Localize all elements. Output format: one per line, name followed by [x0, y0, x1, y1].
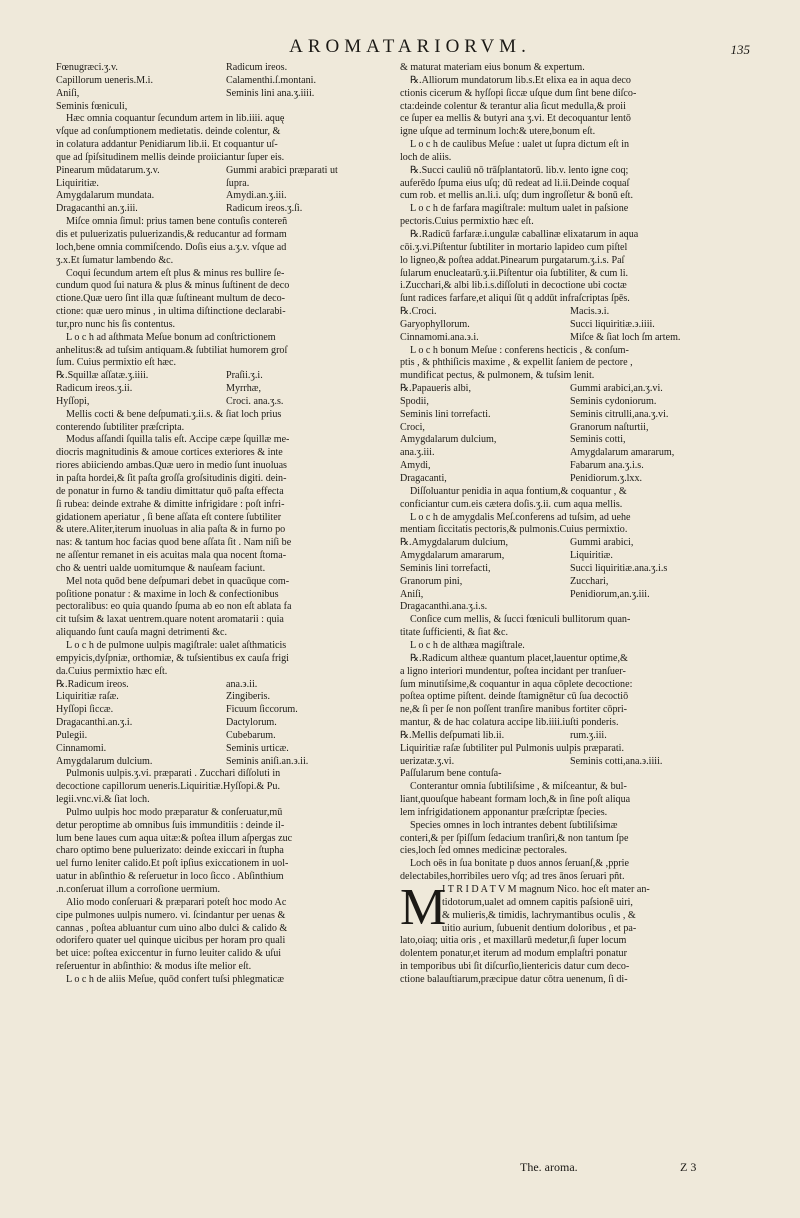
text-line: Modus aſſandi ſquilla talis eſt. Accipe cæpe ſquillæ me- [66, 434, 290, 446]
text-line: bet uice: poſtea exiccentur in furno leuiter calido & uſui [56, 948, 282, 960]
text-line: cit tuſsim & laxat uentrem.quare notent aromatarii : quia [56, 614, 284, 626]
ingredient-left: Seminis lini torrefacti. [400, 408, 491, 420]
text-line: uel furno leniter calido.Et poſt ipſius exiccationem in uol- [56, 858, 289, 870]
text-line: conficiantur cum.eis cætera doſis.ʒ.ii. cum aqua mellis. [400, 498, 623, 510]
recipe-ingredient-row [400, 306, 742, 319]
text-line: ℞.Radicū farfaræ.i.ungulæ caballinæ elixatarum in aqua [410, 228, 639, 240]
ingredient-left: Spodii, [400, 395, 429, 407]
ingredient-left: ℞.Squillæ aſſatæ.ʒ.iiii. [56, 370, 149, 382]
ingredient-right: Zingiberis. [226, 691, 271, 703]
line-text: uitio aurium, ſubuenit dentium doloribus , et pa- [442, 922, 637, 934]
text-line: Paſſularum bene contuſa- [400, 768, 502, 780]
text-line: igne uſque ad terminum loch:& utere,bonum eſt. [400, 126, 596, 138]
ingredient-right: Seminis cotti, [570, 434, 626, 446]
recipe-ingredient-row [400, 756, 742, 769]
text-line: Conſice cum mellis, & ſucci fœniculi bullitorum quan- [410, 614, 631, 626]
recipe-ingredient-row [400, 563, 742, 576]
text-line: decoctione capillorum ueneris.Liquiritiæ.Hyſſopi.& Pu. [56, 781, 280, 793]
text-line: L o c h de althæa magiſtrale. [410, 639, 525, 651]
ingredient-right: Seminis cotti,ana.϶.iiii. [570, 755, 663, 767]
text-line: Seminis fœniculi, [56, 100, 128, 112]
text-line: L o c h de aliis Meſue, quōd confert tuſsi phlegmaticæ [66, 973, 284, 985]
recipe-ingredient-row [400, 434, 742, 447]
recipe-ingredient-row [56, 165, 398, 178]
ingredient-left: ℞.Amygdalarum dulcium, [400, 537, 509, 549]
ingredient-right: Miſce & ſiat loch ſm artem. [570, 331, 681, 343]
ingredient-right: ſupra. [226, 177, 250, 189]
ingredient-right: Praſii.ʒ.i. [226, 370, 263, 382]
ingredient-left: Dragacanthi an.ʒ.iii. [56, 203, 138, 215]
ingredient-left: Amygdalarum mundata. [56, 190, 155, 202]
recipe-ingredient-row [56, 396, 398, 409]
recipe-ingredient-row [56, 679, 398, 692]
ingredient-left: ℞.Mellis deſpumati lib.ii. [400, 729, 505, 741]
text-line: poſtea optime piſtent. deinde ſtamignētur cū ſua decoctiō [400, 691, 629, 703]
text-line: & maturat materiam eius bonum & expertum. [400, 62, 585, 73]
ingredient-right: Gummi arabici, [570, 537, 634, 549]
text-line: Coqui ſecundum artem eſt plus & minus res bullire ſe- [66, 267, 285, 279]
ingredient-left: Garyophyllorum. [400, 318, 470, 330]
text-line: Pulmonis uulpis.ʒ.vi. præparati . Zucchari diſſoluti in [66, 768, 281, 780]
text-line: dolentem ponatur,et iterum ad modum emplaſtri ponatur [400, 948, 627, 960]
ingredient-right: Radicum ireos. [226, 62, 288, 73]
text-line: liant,quouſque habeant formam loch,& in ſine poſt aliqua [400, 794, 631, 806]
recipe-ingredient-row [400, 589, 742, 602]
recipe-ingredient-row [400, 460, 742, 473]
ingredient-right: Radicum ireos.ʒ.ſi. [226, 203, 303, 215]
text-line: uatur in abſinthio & reſeruetur in loco ſicco . Abſinthium [56, 871, 284, 883]
ingredient-left: Pulegii. [56, 729, 88, 741]
ingredient-right: Seminis urticæ. [226, 742, 289, 754]
text-line: ctionis cicerum & hyſſopi ſiccæ uſque dum ſint bene diſco- [400, 87, 637, 99]
text-line [400, 897, 742, 910]
text-line: Liquiritiæ raſæ ſubtiliter pul Pulmonis uulpis præparati. [400, 742, 625, 754]
text-line: mentiam ſiccitatis pectoris,& pulmonis.Cuius permixtio. [400, 524, 628, 536]
ingredient-left: Seminis lini torrefacti, [400, 562, 491, 574]
ingredient-right: Granorum naſturtii, [570, 421, 649, 433]
recipe-ingredient-row [400, 319, 742, 332]
text-line: charo optimo bene puluerizato: deinde exiccari in ſtupha [56, 845, 284, 857]
recipe-ingredient-row [400, 473, 742, 486]
recipe-ingredient-row [400, 422, 742, 435]
ingredient-right: Seminis cydoniorum. [570, 395, 657, 407]
text-line: odorifero quater uel quinque uicibus per horam pro quali [56, 935, 286, 947]
ingredient-right: Penidiorum.ʒ.lxx. [570, 473, 643, 484]
text-line: cannas , poſtea abluantur cum uino albo dulci & calido & [56, 922, 288, 934]
ingredient-right: ana.϶.ii. [226, 678, 258, 690]
ingredient-left: Granorum pini, [400, 575, 463, 587]
ingredient-left: Aniſi, [56, 87, 80, 99]
ingredient-right: Amygdalarum amararum, [570, 447, 675, 459]
text-line: conterendo ſubtiliter præſcripta. [56, 421, 185, 433]
recipe-ingredient-row [400, 409, 742, 422]
text-line: loch de aliis. [400, 151, 452, 163]
ingredient-left: Amygdalarum dulcium. [56, 755, 153, 767]
recipe-ingredient-row [400, 332, 742, 345]
text-line: Pulmo uulpis hoc modo præparatur & conſeruatur,mū [66, 806, 283, 818]
ingredient-right: Calamenthi.ſ.montani. [226, 74, 316, 86]
text-line: ℞.Alliorum mundatorum lib.s.Et elixa ea in aqua deco [410, 74, 631, 86]
ingredient-right: Amydi.an.ʒ.iii. [226, 190, 287, 202]
ingredient-right: Seminis lini ana.ʒ.iiii. [226, 87, 315, 99]
ingredient-left: ana.ʒ.iii. [400, 447, 435, 459]
line-text: tidotorum,ualet ad omnem capitis paſsionē uiri, [442, 896, 633, 908]
ingredient-left: Capillorum ueneris.M.i. [56, 74, 153, 86]
text-line: ʒ.x.Et ſumatur lambendo &c. [56, 254, 174, 266]
text-line: aliquando ſunt cauſa magni detrimenti &c. [56, 627, 227, 639]
text-line: Mellis cocti & bene deſpumati.ʒ.ii.s. & ſiat loch prius [66, 408, 282, 420]
text-line: lato,oiaq; uitia oris , et maxillarū medetur,ſi ſuper locum [400, 935, 627, 947]
text-line: in temporibus ubi ſit diſcurſio,lientericis datur cum deco- [400, 961, 630, 973]
text-line [400, 923, 742, 936]
recipe-ingredient-row [56, 743, 398, 756]
recipe-ingredient-row [400, 537, 742, 550]
text-line: cum rob. et mellis an.li.i. uſq; dum ingroſſetur & bonū eſt. [400, 190, 633, 202]
left-text-column [56, 62, 398, 987]
text-line [400, 910, 742, 923]
ingredient-left: Pinearum mūdatarum.ʒ.v. [56, 164, 160, 176]
text-line: riores abiiciendo ambas.Quæ uero in medio ſunt inuoluas [56, 460, 287, 472]
recipe-ingredient-row [400, 396, 742, 409]
catchword: The. aroma. [520, 1160, 578, 1174]
text-line: ſularum enucleatarū.ʒ.ii.Piſtentur oia ſubtiliter, & cum li. [400, 267, 629, 279]
text-line: anhelitus:& ad tuſsim antiquam.& ſubtiliat humorem groſ [56, 344, 288, 356]
ingredient-right: Succi liquiritiæ.ana.ʒ.i.s [570, 562, 668, 574]
ingredient-right: Fabarum ana.ʒ.i.s. [570, 460, 644, 472]
recipe-ingredient-row [56, 383, 398, 396]
ingredient-left: Hyſſopi, [56, 395, 90, 407]
text-line: poſitione ponatur : & maxime in loch & confectionibus [56, 588, 279, 600]
text-line: Mel nota quōd bene deſpumari debet in quacūque com- [66, 575, 290, 587]
ingredient-right: Dactylorum. [226, 717, 277, 729]
text-line: gidationem aperiatur , ſi bene aſſata eſt contere ſubtiliter [56, 511, 282, 523]
text-line: ſum. Cuius permixtio eſt hæc. [56, 357, 176, 369]
ingredient-right: Seminis aniſi.an.϶.ii. [226, 755, 309, 767]
text-line: L o c h de farfara magiſtrale: multum ualet in paſsione [410, 203, 629, 215]
text-line: detur peroptime ab omnibus ſuis immunditiis : deinde il- [56, 819, 285, 831]
ingredient-right: rum.ʒ.iii. [570, 729, 607, 741]
text-line: in paſta hordei,& ſit paſta groſſa groſsitudinis digiti. dein- [56, 473, 287, 484]
ingredient-left: ℞.Papaueris albi, [400, 383, 471, 395]
ingredient-right: Zucchari, [570, 575, 609, 587]
ingredient-left: Radicum ireos.ʒ.ii. [56, 383, 133, 395]
ingredient-right: Gummi arabici,an.ʒ.vi. [570, 383, 663, 395]
ingredient-left: ℞.Radicum ireos. [56, 678, 129, 690]
text-line: lem infrigidationem apponantur præſcriptæ ſpecies. [400, 806, 608, 818]
page-number: 135 [730, 42, 750, 57]
text-line: L o c h ad aſthmata Meſue bonum ad conſtrictionem [66, 331, 276, 343]
text-line: Species omnes in loch intrantes debent ſubtiliſsimæ [410, 819, 618, 831]
ingredient-right: Croci. ana.ʒ.s. [226, 395, 284, 407]
ingredient-right: Seminis citrulli,ana.ʒ.vi. [570, 408, 669, 420]
recipe-ingredient-row [56, 75, 398, 88]
ingredient-left: Cinnamomi.ana.϶.i. [400, 331, 479, 343]
ingredient-right: Penidiorum,an.ʒ.iii. [570, 588, 650, 600]
ingredient-left: Cinnamomi. [56, 742, 107, 754]
text-line: loch,bene omnia commiſcendo. Doſis eius a.ʒ.v. vſque ad [56, 241, 287, 253]
text-line: .n.conſeruat illum a corroſione uermium. [56, 884, 220, 895]
text-line: ctione balauſtiarum,præcipue datur cōtra uenenum, ſi di- [400, 973, 628, 985]
ingredient-right: Myrrhæ, [226, 383, 262, 395]
text-line: pectoris.Cuius permixtio hæc eſt. [400, 216, 534, 228]
text-line: L o c h de caulibus Meſue : ualet ut ſupra dictum eſt in [410, 139, 630, 151]
text-line: Hæc omnia coquantur ſecundum artem in lib.iiii. aquę [66, 113, 285, 125]
ingredient-left: uerizatæ.ʒ.vi. [400, 755, 455, 767]
text-line: ctione.Quæ uero ſint illa quæ ſuſtineant multum de deco- [56, 293, 286, 305]
page-footer [400, 1160, 742, 1176]
ingredient-left: Hyſſopi ſiccæ. [56, 704, 114, 716]
recipe-ingredient-row [56, 190, 398, 203]
recipe-ingredient-row [56, 203, 398, 216]
text-line: dis et puluerizatis puluerizandis,& reducantur ad formam [56, 228, 287, 240]
recipe-ingredient-row [56, 62, 398, 75]
text-line: diocris magnitudinis & amoue cortices exteriores & inte [56, 447, 283, 459]
ingredient-left: Liquiritiæ. [56, 177, 99, 189]
text-line: ptis , & phthiſicis maxime , & expellit ſaniem de pectore , [400, 357, 633, 369]
text-line: de ponatur in furno & tandiu dimittatur quō paſta effecta [56, 485, 284, 497]
recipe-ingredient-row [400, 576, 742, 589]
text-line: a ligno interiori mundentur, poſtea incidant per tranſuer- [400, 665, 626, 677]
text-line: auferēdo ſpuma eius uſq; dū redeat ad li.ii.Deinde coquaſ [400, 177, 630, 189]
text-line: Alio modo conſeruari & præparari poteſt hoc modo Ac [66, 896, 287, 908]
text-line: lum bene laues cum aqua uitæ:& poſtea illum aſpergas zuc [56, 832, 293, 844]
ingredient-left: Aniſi, [400, 588, 424, 600]
ingredient-left: Liquiritiæ raſæ. [56, 691, 119, 703]
line-text: & mulieris,& timidis, lachrymantibus oculis , & [442, 909, 636, 921]
recipe-ingredient-row [56, 88, 398, 101]
text-line: Loch oēs in ſua bonitate p duos annos ſeruanſ,& ,pprie [410, 858, 629, 870]
signature-mark: Z 3 [680, 1160, 697, 1174]
text-line: L o c h de amygdalis Meſ.conferens ad tuſsim, ad uehe [410, 511, 631, 523]
text-line: titate ſufficienti, & ſiat &c. [400, 627, 509, 639]
recipe-ingredient-row [56, 178, 398, 191]
ingredient-right: Liquiritiæ. [570, 550, 613, 562]
text-line: L o c h bonum Meſue : conferens hecticis , & conſum- [410, 344, 629, 356]
ingredient-left: Croci, [400, 421, 425, 433]
ingredient-right: Succi liquiritiæ.϶.iiii. [570, 318, 655, 330]
text-line: cōi.ʒ.vi.Piſtentur ſubtiliter in mortario lapideo cum piſtel [400, 241, 628, 253]
text-line: nas: & tantum hoc facias quod bene aſſata ſit . Nam niſi be [56, 537, 292, 549]
running-header [0, 36, 800, 62]
ingredient-left: Amygdalarum dulcium, [400, 434, 497, 446]
text-line: ℞.Succi cauliū nō trāſplantatorū. lib.v. lento igne coq; [410, 164, 629, 176]
text-line: cipe pulmones uulpis numero. vi. ſcindantur per uenas & [56, 909, 286, 921]
recipe-ingredient-row [400, 447, 742, 460]
ingredient-left: ℞.Croci. [400, 306, 437, 318]
text-line: i.Zucchari,& albi lib.i.s.diſſoluti in decoctione ubi coctæ [400, 280, 627, 292]
text-line: legii.vnc.vi.& ſiat loch. [56, 794, 150, 806]
text-line: tur,pro nunc his ſis contentus. [56, 318, 176, 330]
text-line: da.Cuius permixtio hæc eſt. [56, 665, 168, 677]
recipe-ingredient-row [400, 550, 742, 563]
ingredient-left: Amygdalarum amararum, [400, 550, 505, 562]
text-line: in colatura addantur Penidiarum lib.ii. Et coquantur uſ- [56, 139, 278, 151]
text-line: ſi rubea: deinde extrahe & dimitte infrigidare : poſt infri- [56, 498, 285, 510]
text-line: L o c h de pulmone uulpis magiſtrale: ualet aſthmaticis [66, 639, 287, 651]
text-line: ne,& ſi per ſe non poſſent tranſire manibus fortiter cōpri- [400, 704, 628, 716]
ingredient-left: Dragacanthi.an.ʒ.i. [56, 717, 133, 729]
text-line: mantur, & de hac colatura accipe lib.iiii.iuſti ponderis. [400, 717, 619, 729]
text-line: ℞.Radicum altheæ quantum placet,lauentur optime,& [410, 652, 628, 664]
text-line: que ad ſpiſsitudinem mellis deinde proiiciantur ſuper eis. [56, 151, 285, 163]
text-line: Dragacanthi.ana.ʒ.i.s. [400, 601, 488, 613]
recipe-ingredient-row [400, 383, 742, 396]
ingredient-left: Amydi, [400, 460, 431, 472]
recipe-ingredient-row [56, 370, 398, 383]
recipe-ingredient-row [56, 691, 398, 704]
text-line: conteri,& per ſpiſſum ſedacium tranſiri,& non tantum ſpe [400, 832, 629, 844]
text-line: ne aſſentur remanet in eis acuitas mala qua nocent ſtoma- [56, 550, 287, 562]
text-line: empyicis,dyſpniæ, orthomiæ, & tuſsientibus ex cauſa frigi [56, 652, 289, 664]
text-line: mundificat pectus, & pulmonem, & tuſsim lenit. [400, 370, 595, 382]
right-text-column [400, 62, 742, 987]
text-line: ctione: quæ uero minus , in ultima diſtinctione declarabi- [56, 306, 286, 318]
ingredient-right: Gummi arabici præparati ut [226, 164, 338, 176]
text-line: cho & uentri ualde uomitumque & nauſeam faciunt. [56, 562, 266, 574]
drop-cap-initial: M [400, 879, 447, 936]
running-title: AROMATARIORVM. [289, 36, 531, 57]
text-line: Diſſoluantur penidia in aqua fontium,& coquantur , & [410, 485, 627, 497]
text-line: & utere.Aliter,iterum inuoluas in alia paſta & in furno po [56, 524, 286, 536]
text-line: cundum quod ſui natura & plus & minus ſuſtinent de deco [56, 280, 290, 292]
recipe-ingredient-row [56, 756, 398, 769]
line-text: I T R I D A T V M magnum Nico. hoc eſt mater an- [442, 884, 650, 895]
text-line: delectabiles,horribiles uero vſq; ad tres ānos ſeruari pñt. [400, 871, 625, 883]
text-line: ſum minutiſsime,& coquantur in aqua cōplete decoctione: [400, 678, 633, 690]
text-line: vſque ad conſumptionem medietatis. deinde colentur, & [56, 126, 281, 138]
recipe-ingredient-row [56, 717, 398, 730]
ingredient-left: Fœnugræci.ʒ.v. [56, 62, 118, 73]
text-line: reſeruentur in abſinthio: & modus iſte melior eſt. [56, 961, 252, 973]
text-line: ſunt radices farfare,et aliqui ſūt q addūt infraſcriptas ſpēs. [400, 293, 630, 305]
recipe-ingredient-row [400, 730, 742, 743]
text-line: lo ligneo,& poſtea addat.Pinearum purgatarum.ʒ.i.s. Paſ [400, 254, 625, 266]
text-line: Miſce omnia ſimul: prius tamen bene contuſis contereñ [66, 216, 288, 228]
text-line: pectoralibus: eo quia quando ſpuma ab eo non eſt ablata fa [56, 601, 292, 613]
recipe-ingredient-row [56, 704, 398, 717]
text-line: cies,loch ſed omnes medicinæ pectorales. [400, 845, 568, 857]
ingredient-right: Cubebarum. [226, 729, 276, 741]
text-line: Conterantur omnia ſubtiliſsime , & miſceantur, & bul- [410, 781, 627, 793]
ingredient-right: Macis.϶.i. [570, 306, 610, 318]
text-line: cta:deinde colentur & terantur alia ſicut medulla,& proii [400, 100, 626, 112]
ingredient-right: Ficuum ſiccorum. [226, 704, 298, 716]
recipe-ingredient-row [56, 730, 398, 743]
ingredient-left: Dragacanti, [400, 473, 447, 484]
text-line: ce ſuper ea mellis & butyri ana ʒ.vi. Et decoquantur lentō [400, 113, 631, 125]
